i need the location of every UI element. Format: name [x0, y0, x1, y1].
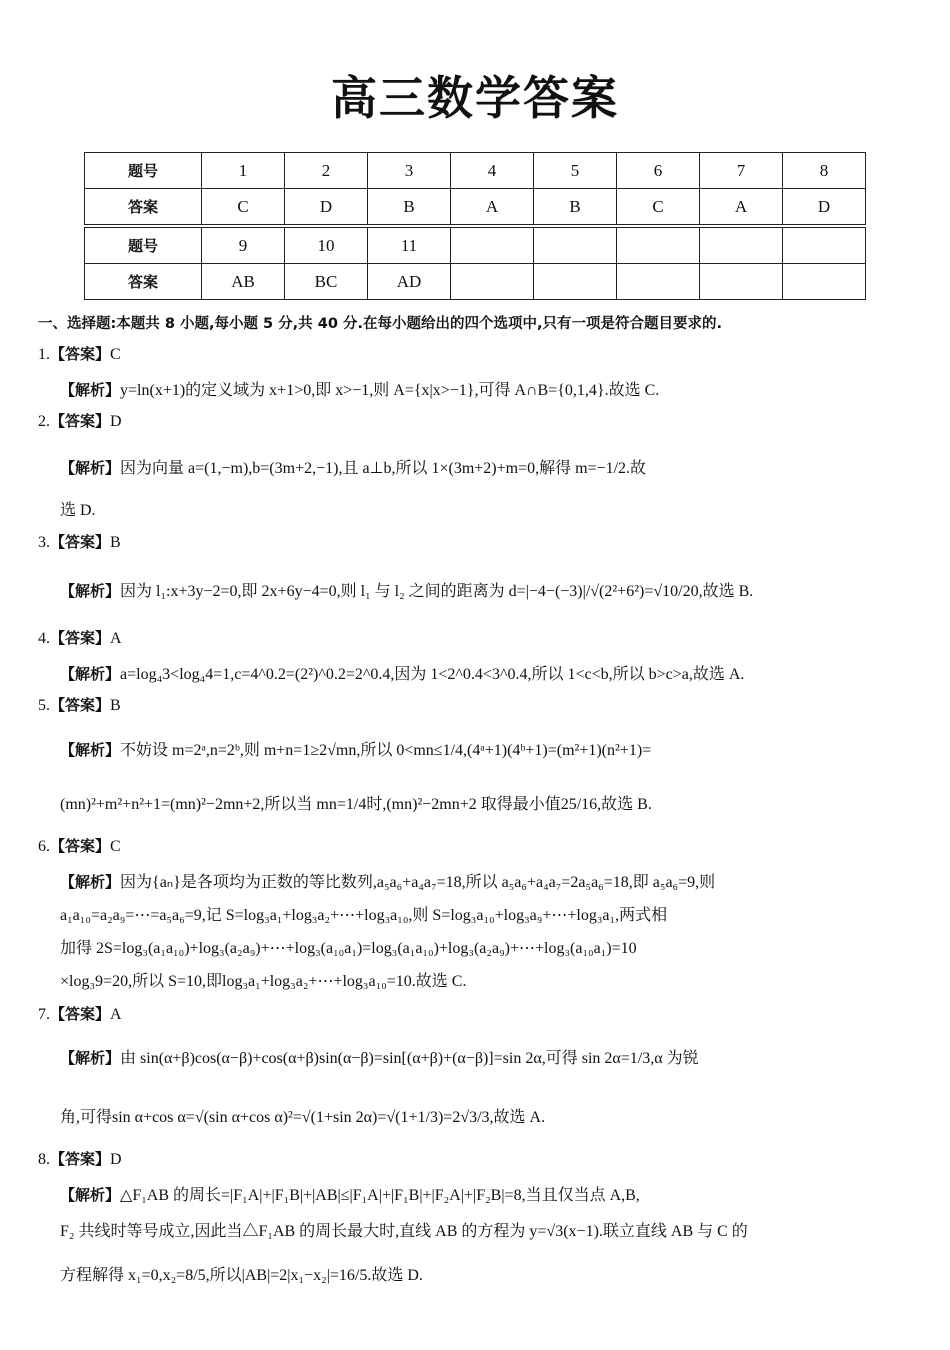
answer-line: [38, 627, 122, 648]
explanation-text: y=ln(x+1)的定义域为 x+1>0,即 x>−1,则 A={x|x>−1},可得 A∩B={0,1,4}.故选 C.: [120, 382, 660, 399]
answer-value: B: [110, 697, 121, 714]
table-cell: [783, 226, 866, 264]
question-number: 1.: [38, 346, 50, 363]
question-number: 3.: [38, 534, 50, 551]
explain-tag: 【解析】: [60, 459, 121, 477]
table-cell: AD: [368, 264, 451, 300]
question-number: 4.: [38, 630, 50, 647]
explanation-text: 方程解得 x₁=0,x₂=8/5,所以|AB|=2|x₁−x₂|=16/5.故选 D.: [60, 1267, 423, 1284]
explanation-text: △F₁AB 的周长=|F₁A|+|F₁B|+|AB|≤|F₁A|+|F₁B|+|F₂A|+|F₂B|=8,当且仅当点 A,B,: [120, 1187, 640, 1204]
answer-table: [84, 152, 866, 300]
answer-tag: 【答案】: [50, 412, 111, 430]
table-cell: 6: [617, 153, 700, 189]
explain-tag: 【解析】: [60, 1049, 121, 1067]
table-cell: [617, 226, 700, 264]
table-cell: B: [368, 189, 451, 227]
table-cell: 2: [285, 153, 368, 189]
explain-tag: 【解析】: [60, 665, 121, 683]
table-cell: B: [534, 189, 617, 227]
answer-tag: 【答案】: [50, 1005, 111, 1023]
table-cell: 3: [368, 153, 451, 189]
table-row: [85, 264, 866, 300]
table-cell: AB: [202, 264, 285, 300]
explain-tag: 【解析】: [60, 873, 121, 891]
table-cell: D: [285, 189, 368, 227]
table-cell: C: [617, 189, 700, 227]
table-cell: [451, 264, 534, 300]
answer-line: [38, 410, 122, 431]
table-cell: 10: [285, 226, 368, 264]
table-cell: [700, 264, 783, 300]
explanation-text: a₁a₁₀=a₂a₉=⋯=a₅a₆=9,记 S=log₃a₁+log₃a₂+⋯+log₃a₁₀,则 S=log₃a₁₀+log₃a₉+⋯+log₃a₁,两式相: [60, 907, 668, 924]
table-cell: [534, 226, 617, 264]
table-cell: BC: [285, 264, 368, 300]
table-row: [85, 153, 866, 189]
answer-tag: 【答案】: [50, 533, 111, 551]
row-label: 答案: [85, 264, 202, 300]
explanation-text: 因为 l₁:x+3y−2=0,即 2x+6y−4=0,则 l₁ 与 l₂ 之间的距离为 d=|−4−(−3)|/√(2²+6²)=√10/20,故选 B.: [120, 583, 754, 600]
explain-tag: 【解析】: [60, 1186, 121, 1204]
explanation-text: 角,可得sin α+cos α=√(sin α+cos α)²=√(1+sin 2α)=√(1+1/3)=2√3/3,故选 A.: [60, 1109, 546, 1126]
row-label: 题号: [85, 153, 202, 189]
question-number: 6.: [38, 838, 50, 855]
explanation-line: [60, 377, 659, 400]
explanation-text: 不妨设 m=2ᵃ,n=2ᵇ,则 m+n=1≥2√mn,所以 0<mn≤1/4,(4ᵃ+1)(4ᵇ+1)=(m²+1)(n²+1)=: [120, 742, 652, 759]
question-number: 8.: [38, 1151, 50, 1168]
explanation-text: 由 sin(α+β)cos(α−β)+cos(α+β)sin(α−β)=sin[(α+β)+(α−β)]=sin 2α,可得 sin 2α=1/3,α 为锐: [120, 1050, 699, 1067]
table-cell: 5: [534, 153, 617, 189]
table-cell: [700, 226, 783, 264]
table-cell: 9: [202, 226, 285, 264]
answer-line: [38, 694, 121, 715]
explanation-line: [60, 1045, 699, 1068]
answer-line: [38, 835, 121, 856]
section-heading: 一、选择题:本题共 8 小题,每小题 5 分,共 40 分.在每小题给出的四个选项中,只有一项是符合题目要求的.: [38, 316, 722, 332]
explanation-line: [60, 869, 715, 892]
answer-tag: 【答案】: [50, 696, 111, 714]
explanation-text: ×log₃9=20,所以 S=10,即log₃a₁+log₃a₂+⋯+log₃a₁₀=10.故选 C.: [60, 973, 467, 990]
explanation-text: F₂ 共线时等号成立,因此当△F₁AB 的周长最大时,直线 AB 的方程为 y=√3(x−1).联立直线 AB 与 C 的: [60, 1223, 748, 1240]
explain-tag: 【解析】: [60, 582, 121, 600]
table-cell: 1: [202, 153, 285, 189]
table-cell: [783, 264, 866, 300]
explanation-text: 选 D.: [60, 502, 96, 519]
table-cell: C: [202, 189, 285, 227]
answer-tag: 【答案】: [50, 345, 111, 363]
table-cell: D: [783, 189, 866, 227]
explanation-line: [60, 455, 646, 478]
explanation-text: (mn)²+m²+n²+1=(mn)²−2mn+2,所以当 mn=1/4时,(mn)²−2mn+2 取得最小值25/16,故选 B.: [60, 796, 652, 813]
answer-line: [38, 531, 121, 552]
answer-tag: 【答案】: [50, 629, 111, 647]
table-row: [85, 189, 866, 227]
question-number: 7.: [38, 1006, 50, 1023]
explanation-line: [60, 1182, 640, 1205]
answer-value: D: [110, 413, 122, 430]
table-cell: [534, 264, 617, 300]
answer-value: B: [110, 534, 121, 551]
answer-tag: 【答案】: [50, 837, 111, 855]
explain-tag: 【解析】: [60, 381, 121, 399]
table-cell: 11: [368, 226, 451, 264]
answer-line: [38, 1003, 122, 1024]
answer-value: D: [110, 1151, 122, 1168]
page-title: 高三数学答案: [331, 71, 619, 125]
explanation-text: 因为{aₙ}是各项均为正数的等比数列,a₅a₆+a₄a₇=18,所以 a₅a₆+a₄a₇=2a₅a₆=18,即 a₅a₆=9,则: [120, 874, 716, 891]
explain-tag: 【解析】: [60, 741, 121, 759]
table-cell: 8: [783, 153, 866, 189]
table-cell: [451, 226, 534, 264]
answer-value: C: [110, 346, 121, 363]
table-cell: 7: [700, 153, 783, 189]
row-label: 题号: [85, 226, 202, 264]
question-number: 5.: [38, 697, 50, 714]
explanation-line: [60, 578, 753, 601]
answer-tag: 【答案】: [50, 1150, 111, 1168]
explanation-line: [60, 661, 744, 684]
question-number: 2.: [38, 413, 50, 430]
table-cell: A: [451, 189, 534, 227]
table-cell: [617, 264, 700, 300]
table-cell: A: [700, 189, 783, 227]
explanation-text: a=log₄3<log₄4=1,c=4^0.2=(2²)^0.2=2^0.4,因为 1<2^0.4<3^0.4,所以 1<c<b,所以 b>c>a,故选 A.: [120, 666, 745, 683]
answer-value: C: [110, 838, 121, 855]
table-row: [85, 226, 866, 264]
explanation-text: 加得 2S=log₃(a₁a₁₀)+log₃(a₂a₉)+⋯+log₃(a₁₀a₁)=log₃(a₁a₁₀)+log₃(a₂a₉)+⋯+log₃(a₁₀a₁)=10: [60, 940, 637, 957]
answer-value: A: [110, 630, 122, 647]
table-cell: 4: [451, 153, 534, 189]
row-label: 答案: [85, 189, 202, 227]
explanation-text: 因为向量 a=(1,−m),b=(3m+2,−1),且 a⊥b,所以 1×(3m+2)+m=0,解得 m=−1/2.故: [120, 460, 647, 477]
answer-line: [38, 343, 121, 364]
answer-value: A: [110, 1006, 122, 1023]
explanation-line: [60, 737, 651, 760]
answer-line: [38, 1148, 122, 1169]
